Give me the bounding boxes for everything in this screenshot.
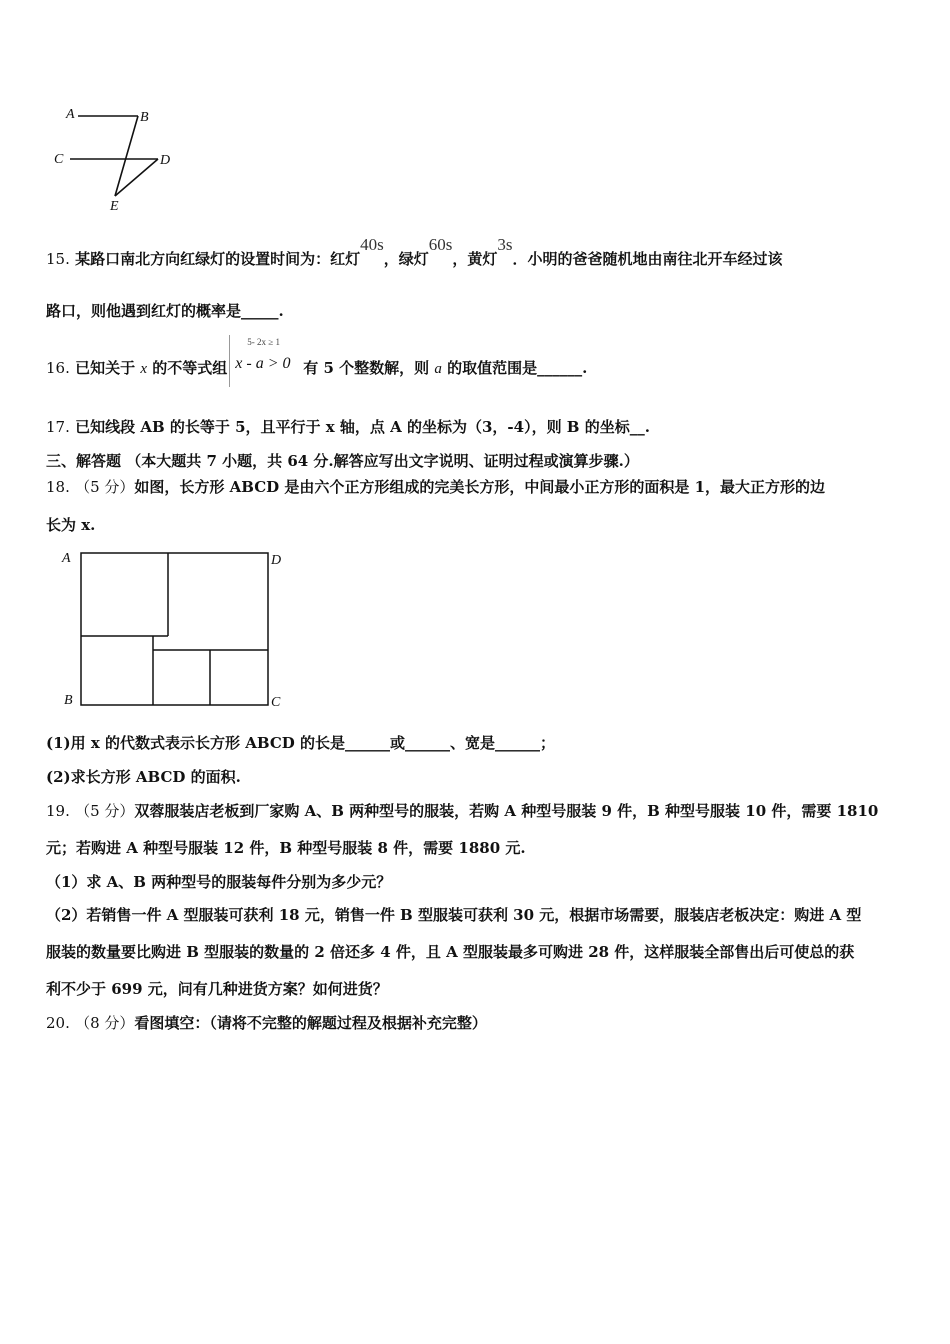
q18-number: 18. <box>46 478 70 496</box>
question-18-line1 <box>46 476 825 497</box>
label-d: D <box>271 553 282 568</box>
q17-number: 17. <box>46 418 70 436</box>
q19-text-1: 双蓉服装店老板到厂家购 A、B 两种型号的服装，若购 A 种型号服装 9 件，B 种型号服装 10 件，需要 1810 <box>134 802 879 820</box>
q20-number: 20. <box>46 1014 70 1032</box>
question-17 <box>46 416 650 437</box>
variable-a: a <box>434 361 442 377</box>
inequality-1: 5- 2x ≥ 1 <box>247 337 280 347</box>
question-18-sub1: (1)用 x 的代数式表示长方形 ABCD 的长是______或______、宽是______； <box>46 734 556 752</box>
q15-text-4: ．小明的爸爸随机地由南往北开车经过该 <box>512 250 783 268</box>
question-20 <box>46 1012 487 1033</box>
question-18-sub2: (2)求长方形 ABCD 的面积. <box>46 768 241 786</box>
variable-x: x <box>140 361 148 377</box>
q17-text: 已知线段 AB 的长等于 5，且平行于 x 轴，点 A 的坐标为（3，-4），则 B 的坐标__. <box>75 418 650 436</box>
label-e: E <box>110 199 119 214</box>
figure-parallel-lines <box>48 100 188 215</box>
q20-score: （8 分） <box>75 1014 135 1032</box>
question-15-line1 <box>46 235 783 269</box>
label-c: C <box>271 695 281 710</box>
q15-text-3: ，黄灯 <box>452 250 498 268</box>
question-19-sub2-line2: 服装的数量要比购进 B 型服装的数量的 2 倍还多 4 件，且 A 型服装最多可购进 28 件，这样服装全部售出后可使总的获 <box>46 943 855 961</box>
question-18-line2: 长为 x. <box>46 516 96 534</box>
q19-score: （5 分） <box>75 802 135 820</box>
label-a: A <box>62 551 71 566</box>
question-19-line2: 元；若购进 A 种型号服装 12 件，B 种型号服装 8 件，需要 1880 元. <box>46 839 526 857</box>
question-19-sub1: （1）求 A、B 两种型号的服装每件分别为多少元？ <box>46 873 392 891</box>
q16-text-4: 的取值范围是______. <box>447 359 588 377</box>
question-19-line1 <box>46 800 878 821</box>
red-light-time: 40s <box>360 235 384 254</box>
label-a: A <box>66 107 75 122</box>
question-19-sub2-line3: 利不少于 699 元，问有几种进货方案？如何进货？ <box>46 980 388 998</box>
q18-score: （5 分） <box>75 478 135 496</box>
brace <box>229 335 230 387</box>
q16-text-3: 有 5 个整数解，则 <box>303 359 430 377</box>
q15-text-1: 某路口南北方向红绿灯的设置时间为：红灯 <box>75 250 361 268</box>
q16-text-1: 已知关于 <box>75 359 136 377</box>
section-heading: 三、解答题 （本大题共 7 小题，共 64 分.解答应写出文字说明、证明过程或演算步骤.） <box>46 452 639 470</box>
label-b: B <box>140 110 149 125</box>
inequality-2: x - a > 0 <box>235 355 291 372</box>
q19-number: 19. <box>46 802 70 820</box>
label-d: D <box>160 153 171 168</box>
inequality-system <box>227 337 303 379</box>
yellow-light-time: 3s <box>497 235 513 254</box>
q16-text-2: 的不等式组 <box>152 359 228 377</box>
q15-number: 15. <box>46 250 70 268</box>
green-light-time: 60s <box>428 235 453 254</box>
q18-text-1: 如图，长方形 ABCD 是由六个正方形组成的完美长方形，中间最小正方形的面积是 1，最大正方形的边 <box>134 478 826 496</box>
q16-number: 16. <box>46 359 70 377</box>
label-b: B <box>64 693 73 708</box>
question-15-line2: 路口，则他遇到红灯的概率是_____. <box>46 302 284 320</box>
question-19-sub2-line1: （2）若销售一件 A 型服装可获利 18 元，销售一件 B 型服装可获利 30 元，根据市场需要，服装店老板决定：购进 A 型 <box>46 906 862 924</box>
q15-text-2: ，绿灯 <box>383 250 429 268</box>
q20-text: 看图填空：（请将不完整的解题过程及根据补充完整） <box>134 1014 487 1032</box>
figure-perfect-rectangle <box>58 546 308 716</box>
question-16 <box>46 337 588 379</box>
label-c: C <box>54 152 64 167</box>
